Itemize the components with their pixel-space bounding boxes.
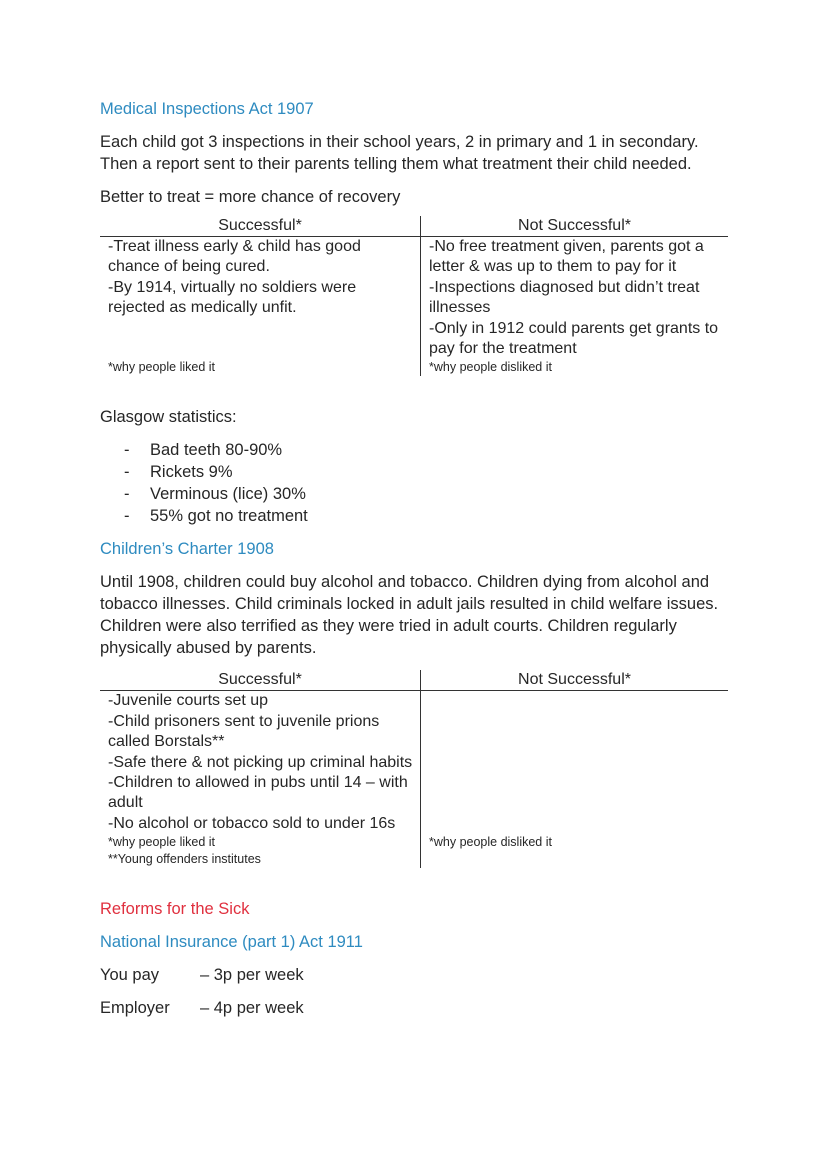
not-successful-item: -Only in 1912 could parents get grants to pay for the treatment	[429, 319, 719, 358]
section-title-childrens-charter: Children’s Charter 1908	[100, 540, 274, 559]
payment-value: – 3p per week	[200, 966, 304, 985]
dash-bullet-icon: -	[124, 441, 130, 460]
header-not-successful: Not Successful*	[421, 216, 729, 237]
header-not-successful: Not Successful*	[421, 670, 729, 691]
list-item: - Rickets 9%	[100, 461, 728, 483]
dash-bullet-icon: -	[124, 463, 130, 482]
comparison-table-charter	[100, 670, 728, 868]
successful-item: -No alcohol or tobacco sold to under 16s	[108, 814, 396, 832]
header-successful: Successful*	[100, 670, 421, 691]
not-successful-item: -No free treatment given, parents got a letter & was up to them to pay for it	[429, 238, 704, 276]
payment-label: Employer	[100, 999, 170, 1018]
footnote-disliked: *why people disliked it	[429, 835, 552, 850]
successful-item: -By 1914, virtually no soldiers were rejected as medically unfit.	[108, 278, 357, 317]
payment-row	[100, 964, 728, 986]
glasgow-title: Glasgow statistics:	[100, 408, 237, 427]
document-page	[100, 98, 728, 1030]
dash-bullet-icon: -	[124, 507, 130, 526]
payment-row	[100, 997, 728, 1019]
dash-bullet-icon: -	[124, 485, 130, 504]
comparison-table-medical	[100, 216, 728, 376]
successful-cell	[100, 237, 421, 377]
paragraph-inspections: Each child got 3 inspections in their school years, 2 in primary and 1 in secondary. Then a report sent to their parents telling them what treatment their child needed.	[100, 133, 699, 173]
list-item: - Verminous (lice) 30%	[100, 483, 728, 505]
not-successful-cell	[421, 691, 729, 868]
successful-item: -Child prisoners sent to juvenile prions called Borstals**	[108, 712, 380, 751]
successful-item: -Safe there & not picking up criminal habits	[108, 753, 413, 771]
footnote-young-offenders: **Young offenders institutes	[108, 852, 261, 867]
payment-label: You pay	[100, 966, 160, 985]
successful-item: -Juvenile courts set up	[108, 692, 269, 710]
footnote-liked: *why people liked it	[108, 835, 216, 850]
paragraph-better-to-treat: Better to treat = more chance of recovery	[100, 188, 401, 206]
section-title-reforms-sick: Reforms for the Sick	[100, 900, 250, 919]
footnote-disliked: *why people disliked it	[429, 360, 552, 375]
successful-item: -Treat illness early & child has good chance of being cured.	[108, 238, 361, 276]
list-item: - Bad teeth 80-90%	[100, 439, 728, 461]
not-successful-cell	[421, 237, 729, 377]
payment-value: – 4p per week	[200, 999, 304, 1018]
section-title-medical-inspections: Medical Inspections Act 1907	[100, 100, 314, 118]
not-successful-item: -Inspections diagnosed but didn’t treat illnesses	[429, 278, 700, 317]
successful-cell	[100, 691, 421, 868]
section-subtitle-national-insurance: National Insurance (part 1) Act 1911	[100, 933, 363, 952]
glasgow-stats-list	[100, 439, 728, 527]
successful-item: -Children to allowed in pubs until 14 – with adult	[108, 774, 408, 812]
paragraph-childrens-charter: Until 1908, children could buy alcohol and tobacco. Children dying from alcohol and tobacco illnesses. Child criminals locked in adult jails resulted in child welfare issues. Children were also terrified as they were tried in adult courts. Children regularly physically abused by parents.	[100, 573, 719, 658]
header-successful: Successful*	[100, 216, 421, 237]
footnote-liked: *why people liked it	[108, 359, 216, 374]
list-item: - 55% got no treatment	[100, 505, 728, 527]
